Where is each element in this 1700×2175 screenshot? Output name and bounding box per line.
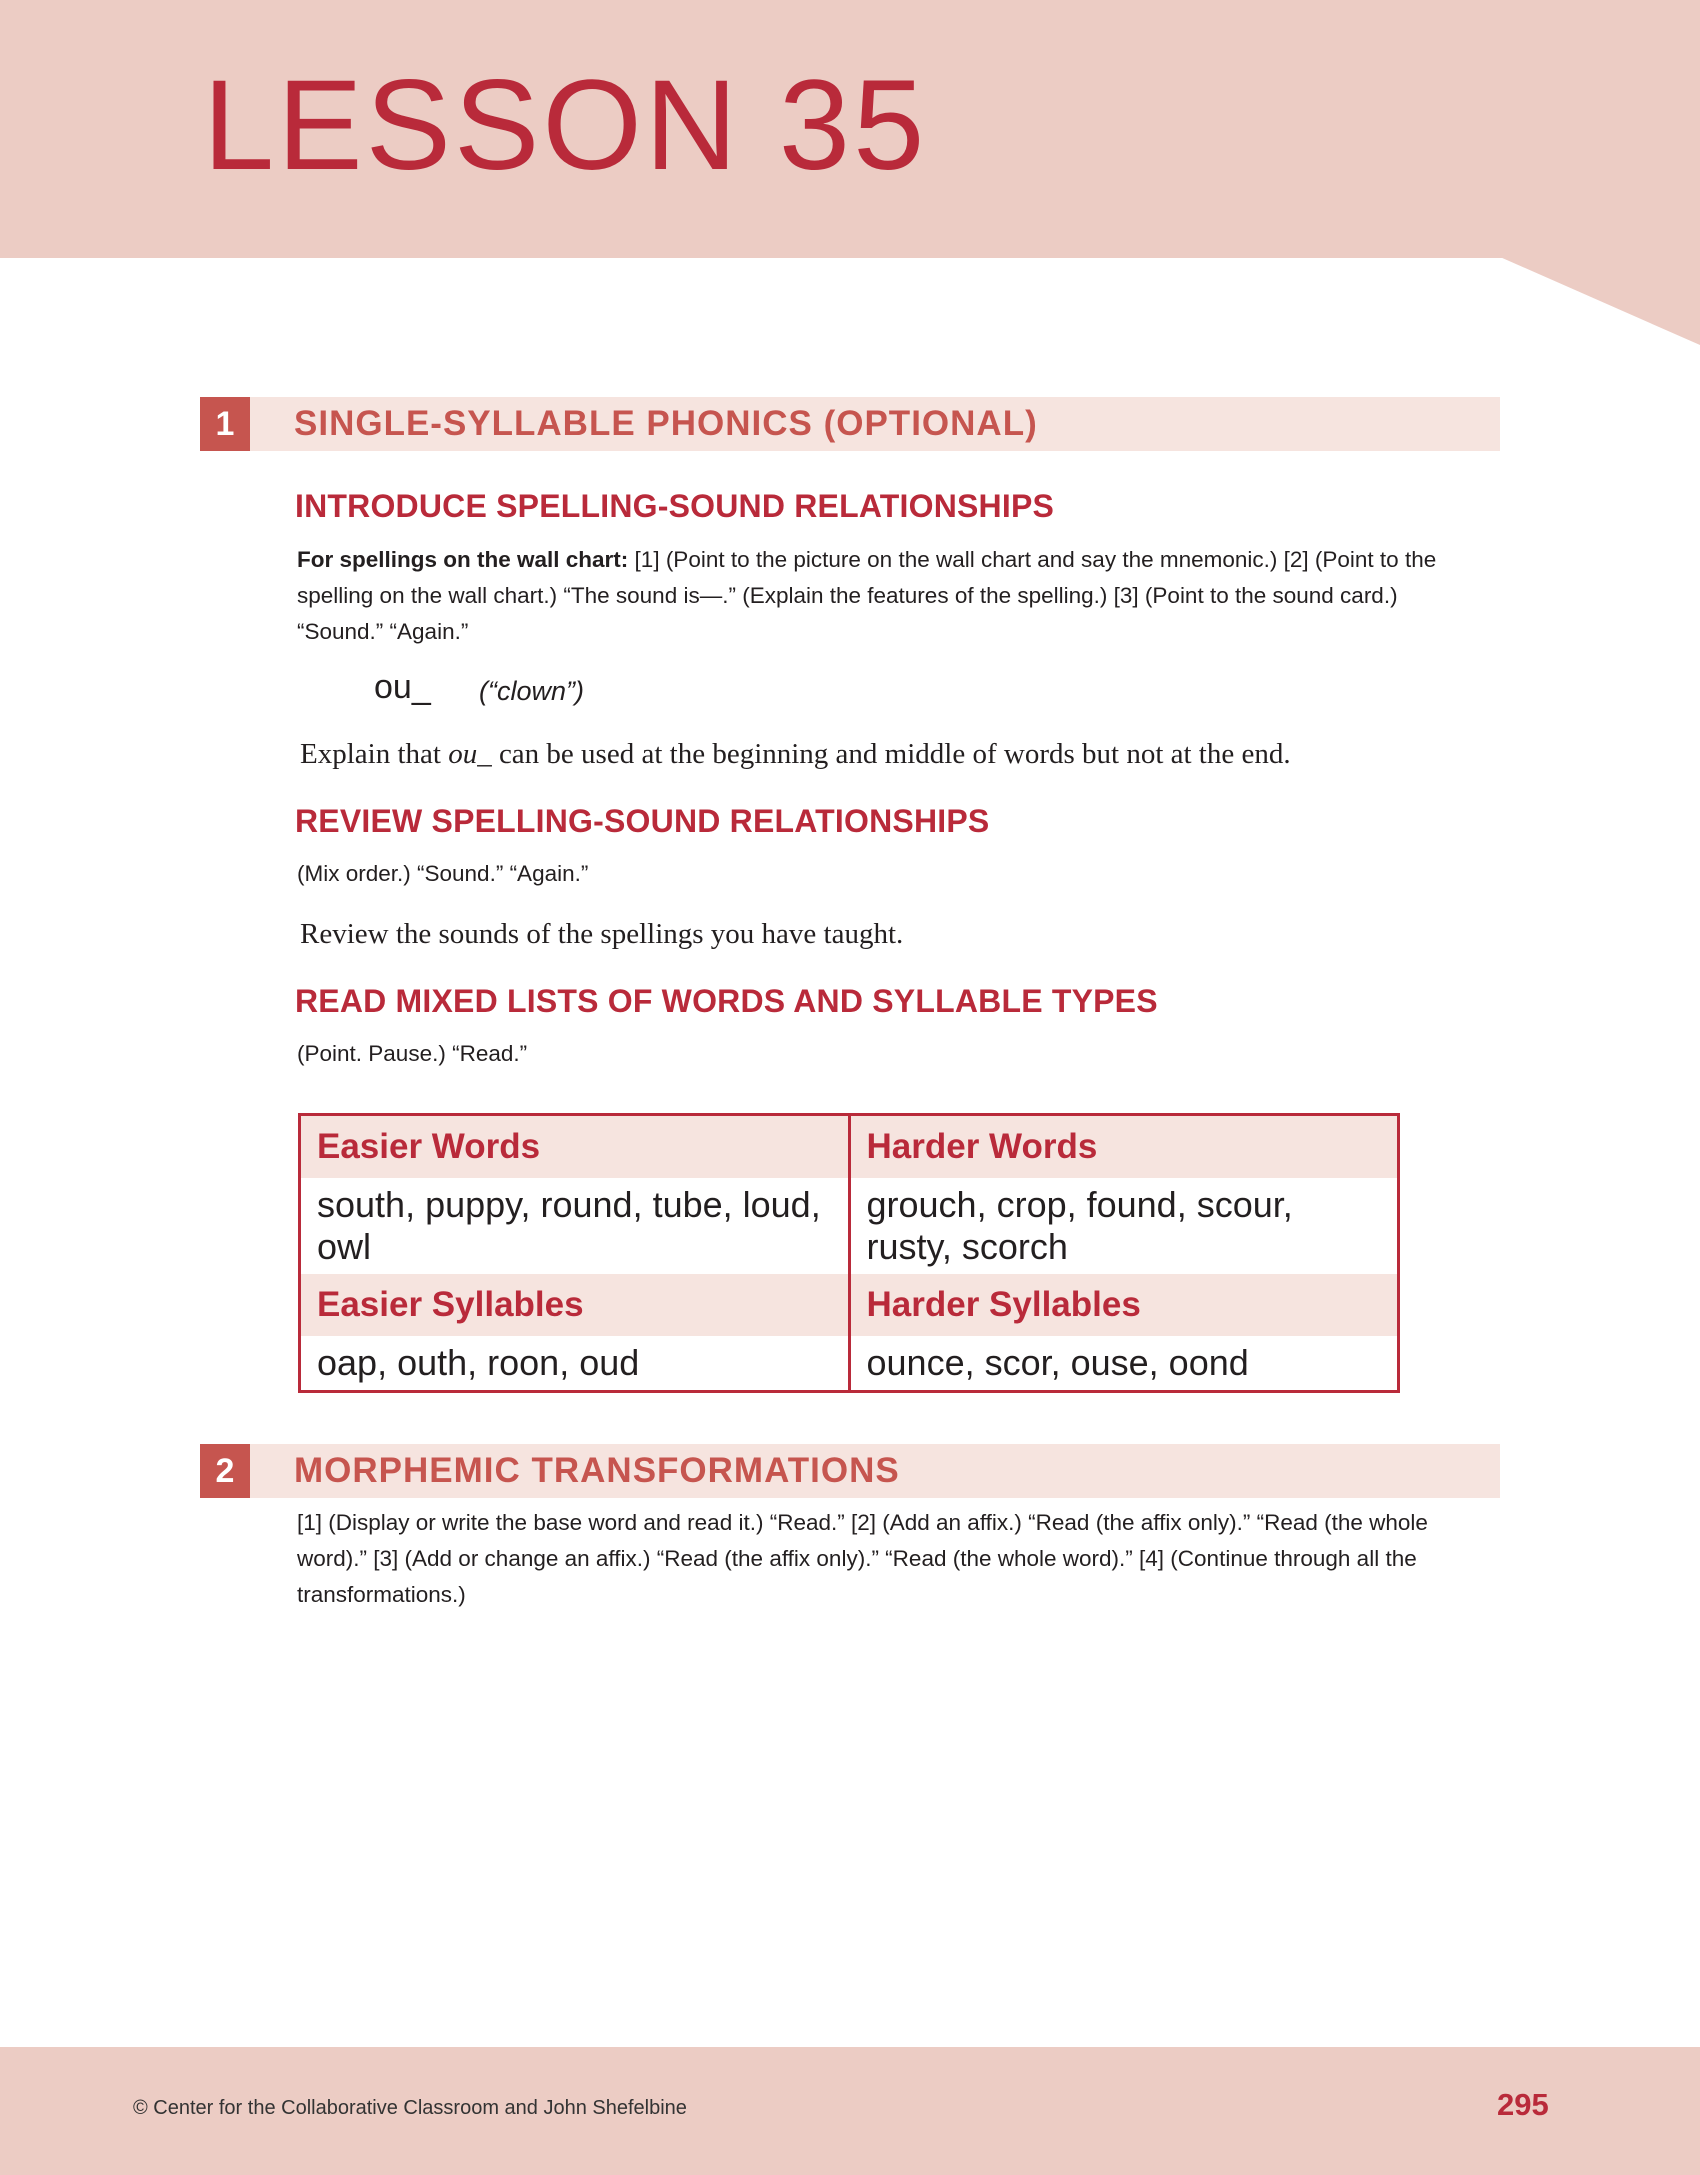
mnemonic: (“clown”) xyxy=(479,676,584,706)
word-lists-table xyxy=(298,1113,1400,1393)
introduce-lead: For spellings on the wall chart: xyxy=(297,547,629,572)
easier-syllables: oap, outh, roon, oud xyxy=(300,1336,850,1392)
section-2-instructions: [1] (Display or write the base word and read it.) “Read.” [2] (Add an affix.) “Read (the affix only).” “Read (the whole word).” [3] (Add or change an affix.) “Read (the affix only).” “Read (the whole word).” [4] (Continue through all the transformations.) xyxy=(297,1510,1428,1607)
introduce-instructions xyxy=(297,542,1477,650)
review-heading: REVIEW SPELLING-SOUND RELATIONSHIPS xyxy=(295,803,990,839)
table-row xyxy=(300,1115,1399,1179)
copyright: © Center for the Collaborative Classroom and John Shefelbine xyxy=(133,2097,687,2119)
introduce-heading: INTRODUCE SPELLING-SOUND RELATIONSHIPS xyxy=(295,488,1055,524)
spelling-example xyxy=(374,668,584,707)
easier-words-header: Easier Words xyxy=(300,1115,850,1179)
section-1-bar xyxy=(200,397,1500,451)
section-1-number: 1 xyxy=(200,397,250,451)
section-2-number: 2 xyxy=(200,1444,250,1498)
explain-note xyxy=(300,734,1500,774)
review-note: Review the sounds of the spellings you have taught. xyxy=(300,918,904,950)
harder-syllables-header: Harder Syllables xyxy=(849,1274,1399,1336)
harder-syllables: ounce, scor, ouse, oond xyxy=(849,1336,1399,1392)
table-row xyxy=(300,1178,1399,1274)
harder-words-header: Harder Words xyxy=(849,1115,1399,1179)
explain-spelling: ou_ xyxy=(448,738,492,770)
section-2-title: MORPHEMIC TRANSFORMATIONS xyxy=(294,1451,900,1490)
introduce-instructions-text: [1] (Point to the picture on the wall chart and say the mnemonic.) [2] (Point to the spelling on the wall chart.) “The sound is—.” (Explain the features of the spelling.) [3] (Point to the sound card.) “Sound.” “Again.” xyxy=(297,547,1437,644)
harder-words: grouch, crop, found, scour, rusty, scorch xyxy=(849,1178,1399,1274)
read-lists-heading: READ MIXED LISTS OF WORDS AND SYLLABLE TYPES xyxy=(295,983,1158,1019)
read-lists-instructions: (Point. Pause.) “Read.” xyxy=(297,1041,528,1066)
section-2-bar xyxy=(200,1444,1500,1498)
lesson-title: LESSON 35 xyxy=(203,54,928,197)
table-row xyxy=(300,1336,1399,1392)
page-number: 295 xyxy=(1497,2087,1549,2122)
easier-words: south, puppy, round, tube, loud, owl xyxy=(300,1178,850,1274)
review-instructions: (Mix order.) “Sound.” “Again.” xyxy=(297,861,589,886)
explain-post: can be used at the beginning and middle of words but not at the end. xyxy=(491,738,1291,770)
explain-pre: Explain that xyxy=(300,738,449,770)
section-1-title: SINGLE-SYLLABLE PHONICS (OPTIONAL) xyxy=(294,404,1038,443)
spelling: ou_ xyxy=(374,668,431,706)
table-row xyxy=(300,1274,1399,1336)
easier-syllables-header: Easier Syllables xyxy=(300,1274,850,1336)
